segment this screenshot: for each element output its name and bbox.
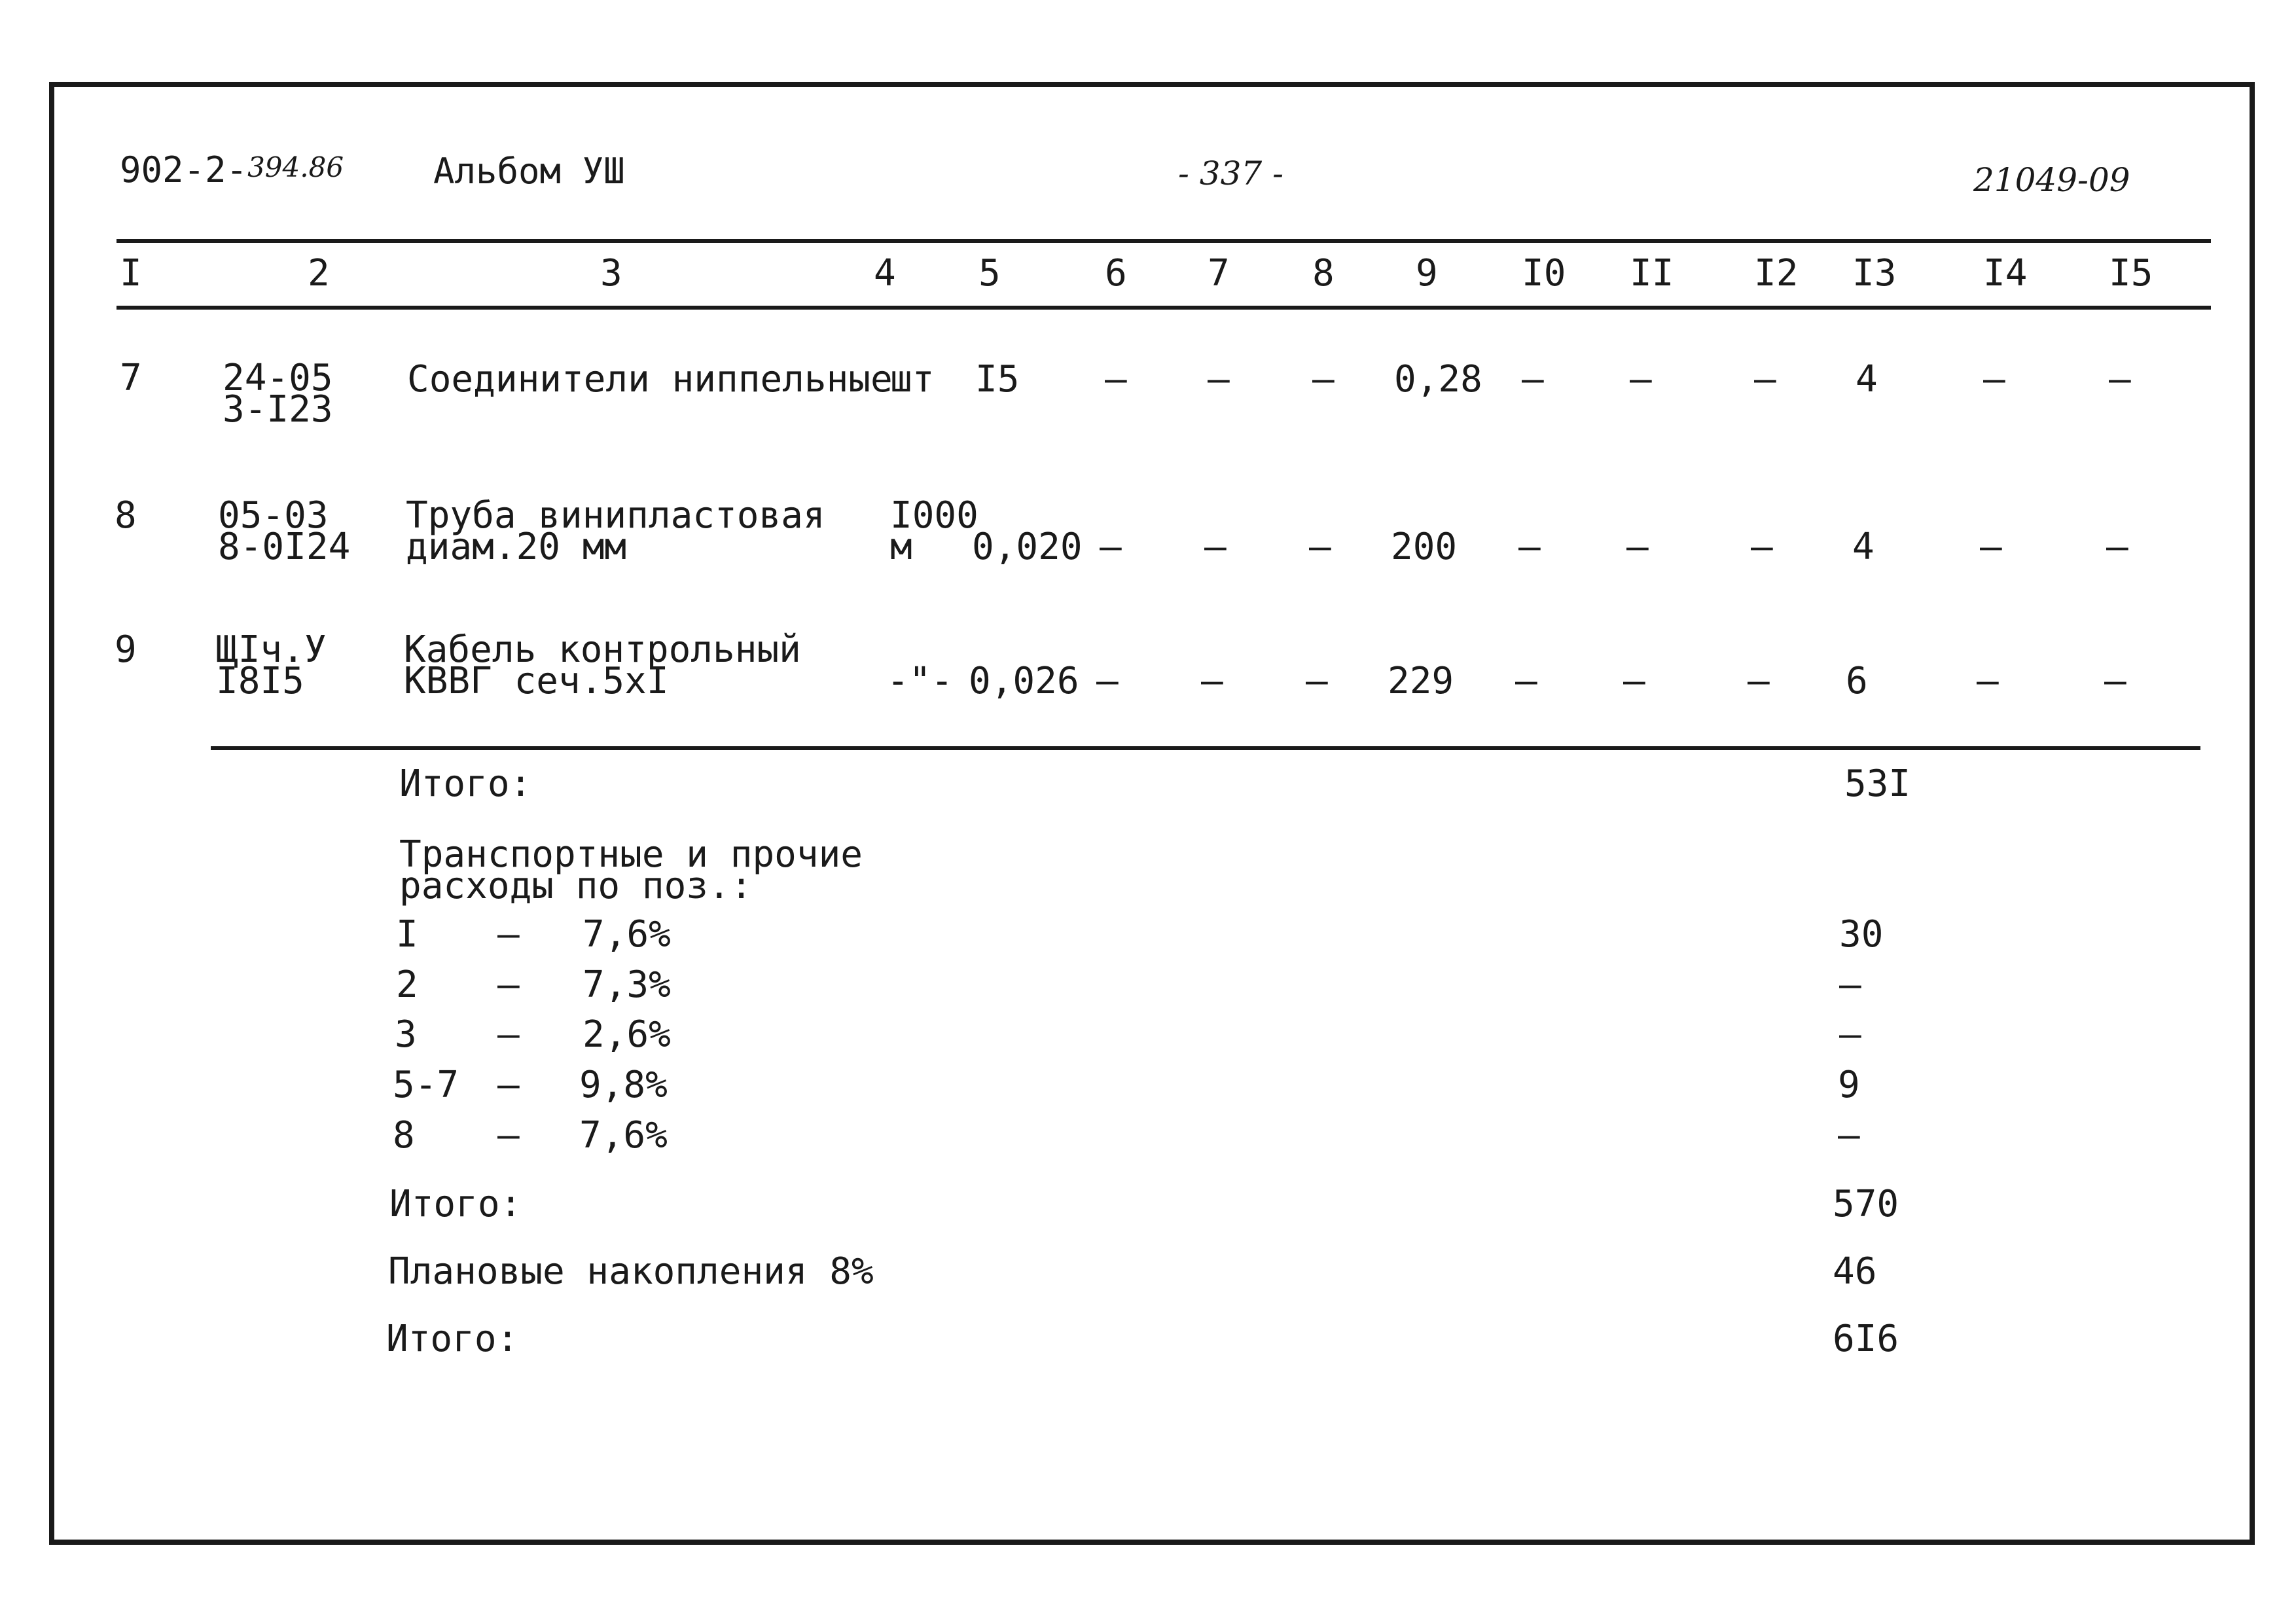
transport-1-pos: I [396,913,418,956]
row-8-c10: – [1518,526,1541,568]
col-header-4: 4 [874,252,896,295]
row-7-pos: 7 [120,357,142,399]
transport-3-value: – [1839,1013,1861,1056]
row-8-c12: – [1751,526,1773,568]
row-7-c12: – [1754,358,1776,401]
col-header-15: I5 [2109,252,2153,295]
transport-5-pos: 8 [393,1114,415,1157]
row-7-c9: 0,28 [1394,358,1482,401]
transport-1-pct: 7,6% [583,913,671,956]
total-2-value: 570 [1833,1183,1899,1225]
doc-number: 21049-09 [1973,161,2130,199]
col-header-5: 5 [978,252,1001,295]
album-title: Альбом УШ [433,151,625,192]
row-7-c5: I5 [975,358,1020,401]
col-header-12: I2 [1754,252,1799,295]
transport-4-dash: – [497,1064,520,1106]
row-8-c6: – [1100,526,1122,568]
row-7-code-2: 3-I23 [223,388,333,431]
row-9-name-1: Кабель контрольный [404,628,801,671]
row-9-c12: – [1748,660,1770,702]
row-9-code-2: I8I5 [216,660,304,702]
row-9-c14: – [1977,660,1999,702]
transport-3-pos: 3 [395,1013,417,1056]
row-9-c10: – [1515,660,1537,702]
transport-5-pct: 7,6% [579,1114,668,1157]
row-9-c11: – [1623,660,1645,702]
row-7-c13: 4 [1856,358,1878,401]
row-8-c8: – [1309,526,1331,568]
row-8-code-1: 05-03 [218,494,329,537]
row-8-unit-1: I000 [890,494,978,537]
transport-5-dash: – [497,1114,520,1157]
col-header-6: 6 [1105,252,1127,295]
row-8-name-2: диам.20 мм [406,526,627,568]
row-9-c8: – [1306,660,1328,702]
transport-4-value: 9 [1838,1064,1860,1106]
row-7-c15: – [2109,358,2131,401]
page-number: - 337 - [1178,154,1284,192]
row-7-c10: – [1522,358,1544,401]
row-9-code-1: ЩIч.У [216,628,327,671]
header-top-rule [117,239,2211,243]
total-3-value: 6I6 [1833,1318,1899,1360]
row-9-unit-1: -"- [887,660,954,702]
summary-rule [211,746,2200,750]
col-header-7: 7 [1208,252,1230,295]
row-9-c9: 229 [1388,660,1454,702]
total-2-label: Итого: [389,1183,522,1225]
row-8-unit-2: м [890,526,912,568]
transport-2-pos: 2 [396,964,418,1006]
col-header-2: 2 [308,252,330,295]
transport-2-value: – [1839,964,1861,1006]
total-1-value: 53I [1844,763,1911,805]
transport-4-pct: 9,8% [579,1064,668,1106]
row-8-c11: – [1626,526,1649,568]
transport-2-pct: 7,3% [583,964,671,1006]
row-9-pos: 9 [115,628,137,671]
transport-1-dash: – [497,913,520,956]
row-8-pos: 8 [115,494,137,537]
row-8-c15: – [2106,526,2128,568]
row-8-name-1: Труба винипластовая [406,494,825,537]
row-7-code-1: 24-05 [223,357,333,399]
transport-label-2: расходы по поз.: [399,865,753,907]
doc-code [120,149,344,190]
planned-label: Плановые накопления 8% [388,1250,874,1293]
col-header-8: 8 [1312,252,1335,295]
col-header-1: I [120,252,142,295]
row-9-c7: – [1201,660,1223,702]
col-header-10: I0 [1522,252,1566,295]
transport-3-pct: 2,6% [583,1013,671,1056]
transport-1-value: 30 [1839,913,1884,956]
header-bottom-rule [117,306,2211,310]
row-7-c14: – [1983,358,2005,401]
row-9-c5: 0,026 [969,660,1079,702]
doc-code-suffix: 394.86 [247,151,344,183]
row-9-c6: – [1096,660,1119,702]
transport-3-dash: – [497,1013,520,1056]
row-8-c5: 0,020 [972,526,1083,568]
row-9-c13: 6 [1846,660,1868,702]
col-header-9: 9 [1416,252,1438,295]
col-header-13: I3 [1852,252,1897,295]
row-7-c8: – [1312,358,1335,401]
col-header-11: II [1630,252,1674,295]
row-8-c7: – [1204,526,1227,568]
transport-5-value: – [1838,1114,1860,1157]
row-8-code-2: 8-0I24 [218,526,351,568]
doc-code-prefix: 902-2- [120,149,248,190]
row-7-unit-1: шт [890,358,935,401]
total-1-label: Итого: [399,763,532,805]
page-border [49,82,2255,1545]
row-7-c6: – [1105,358,1127,401]
row-8-c14: – [1980,526,2002,568]
col-header-14: I4 [1983,252,2028,295]
row-9-c15: – [2104,660,2126,702]
row-9-name-2: КВВГ сеч.5хI [404,660,669,702]
row-7-c7: – [1208,358,1230,401]
total-3-label: Итого: [386,1318,519,1360]
row-8-c9: 200 [1391,526,1458,568]
col-header-3: 3 [600,252,622,295]
row-7-name-1: Соединители ниппельные [407,358,893,401]
transport-2-dash: – [497,964,520,1006]
planned-value: 46 [1833,1250,1877,1293]
transport-label-1: Транспортные и прочие [399,833,863,876]
transport-4-pos: 5-7 [393,1064,459,1106]
row-7-c11: – [1630,358,1652,401]
row-8-c13: 4 [1852,526,1874,568]
